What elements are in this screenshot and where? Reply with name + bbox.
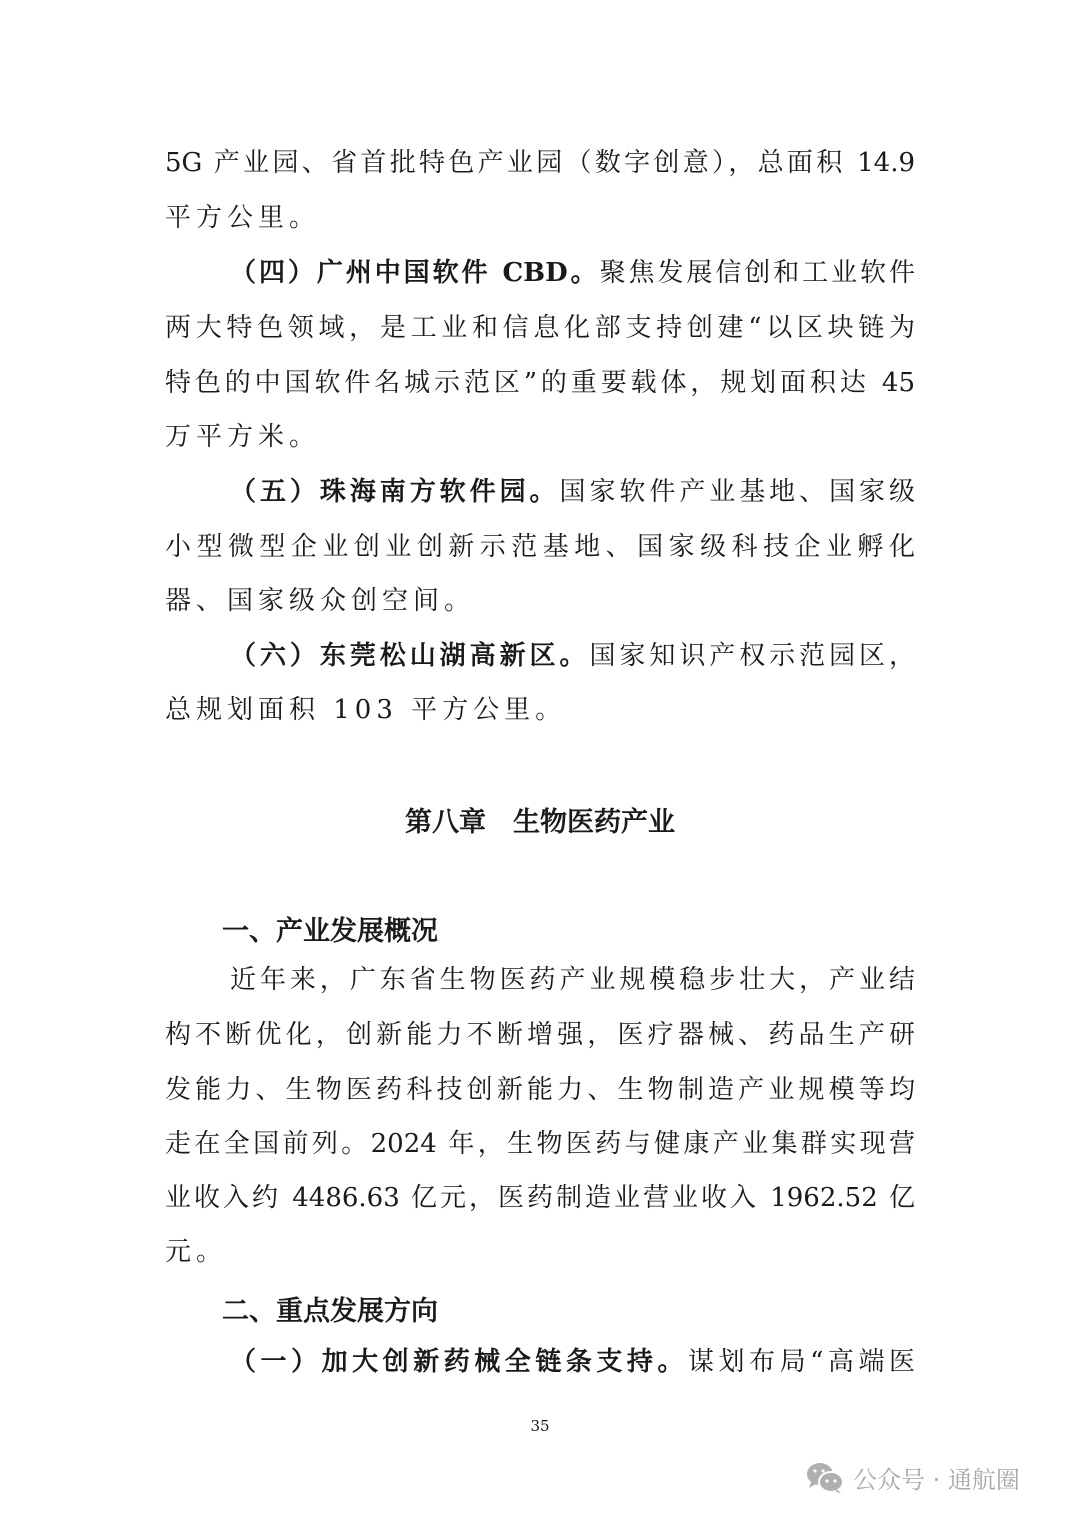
text-line: 小型微型企业创业创新示范基地、国家级科技企业孵化 [165, 532, 915, 562]
item-text: 国家软件产业基地、国家级 [559, 477, 915, 507]
text-line: 业收入约 4486.63 亿元，医药制造业营业收入 1962.52 亿 [165, 1183, 915, 1213]
text-line: 构不断优化，创新能力不断增强，医疗器械、药品生产研 [165, 1020, 915, 1050]
chapter-title: 第八章 生物医药产业 [405, 807, 675, 838]
text-line: 器、国家级众创空间。 [165, 586, 476, 616]
text-line: 近年来，广东省生物医药产业规模稳步壮大，产业结 [230, 965, 915, 995]
item-text: 谋划布局“高端医 [687, 1347, 915, 1377]
text-line: 总规划面积 103 平方公里。 [165, 695, 567, 725]
text-line: 5G 产业园、省首批特色产业园（数字创意），总面积 14.9 [165, 148, 915, 178]
wechat-icon [805, 1461, 845, 1495]
item-heading: （五）珠海南方软件园。 [230, 477, 560, 507]
text-line [230, 475, 915, 509]
section-title: 一、产业发展概况 [222, 916, 438, 947]
page-number: 35 [530, 1417, 550, 1435]
item-text: 聚焦发展信创和工业软件 [599, 258, 915, 288]
watermark [805, 1460, 1020, 1495]
text-line: 特色的中国软件名城示范区”的重要载体，规划面积达 45 [165, 368, 915, 398]
item-heading: （六）东莞松山湖高新区。 [230, 641, 590, 671]
item-heading: （四）广州中国软件 CBD。 [230, 258, 600, 288]
text-line [230, 1345, 915, 1379]
text-line: 万平方米。 [165, 422, 321, 452]
item-text: 国家知识产权示范园区， [589, 641, 915, 671]
text-line [230, 256, 915, 290]
text-line: 走在全国前列。2024 年，生物医药与健康产业集群实现营 [165, 1129, 915, 1159]
section-title: 二、重点发展方向 [222, 1296, 438, 1327]
text-line: 发能力、生物医药科技创新能力、生物制造产业规模等均 [165, 1075, 915, 1105]
text-line [230, 639, 915, 673]
watermark-text: 公众号 · 通航圈 [853, 1466, 1020, 1494]
text-line: 两大特色领域，是工业和信息化部支持创建“以区块链为 [165, 313, 915, 343]
text-line: 平方公里。 [165, 203, 321, 233]
item-heading: （一）加大创新药械全链条支持。 [230, 1347, 688, 1377]
text-line: 元。 [165, 1237, 228, 1267]
